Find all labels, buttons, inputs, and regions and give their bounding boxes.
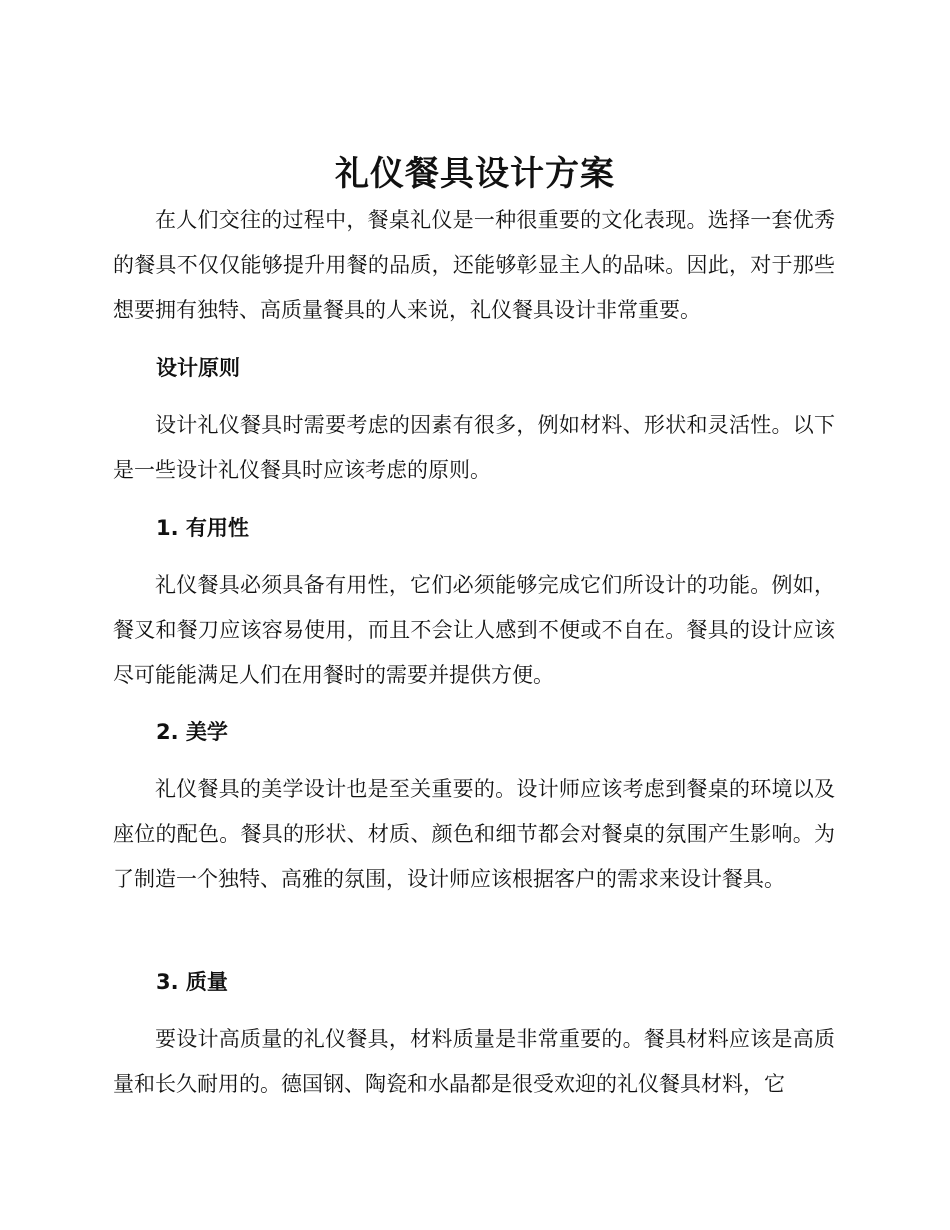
document-title: 礼仪餐具设计方案 <box>335 154 615 194</box>
principle-paragraph-usefulness: 礼仪餐具必须具备有用性，它们必须能够完成它们所设计的功能。例如，餐叉和餐刀应该容易使用，而且不会让人感到不便或不自在。餐具的设计应该尽可能能满足人们在用餐时的需要并提供方便。 <box>113 573 835 687</box>
principle-paragraph-aesthetics: 礼仪餐具的美学设计也是至关重要的。设计师应该考虑到餐桌的环境以及座位的配色。餐具的形状、材质、颜色和细节都会对餐桌的氛围产生影响。为了制造一个独特、高雅的氛围，设计师应该根据客户的需求来设计餐具。 <box>113 777 835 891</box>
section-paragraph: 设计礼仪餐具时需要考虑的因素有很多，例如材料、形状和灵活性。以下是一些设计礼仪餐具时应该考虑的原则。 <box>113 413 835 482</box>
principle-heading-usefulness: 1. 有用性 <box>156 516 249 540</box>
principle-heading-aesthetics: 2. 美学 <box>156 720 228 744</box>
intro-paragraph: 在人们交往的过程中，餐桌礼仪是一种很重要的文化表现。选择一套优秀的餐具不仅仅能够提升用餐的品质，还能够彰显主人的品味。因此，对于那些想要拥有独特、高质量餐具的人来说，礼仪餐具设计非常重要。 <box>113 208 835 322</box>
section-heading: 设计原则 <box>156 356 240 380</box>
principle-paragraph-quality: 要设计高质量的礼仪餐具，材料质量是非常重要的。餐具材料应该是高质量和长久耐用的。德国钢、陶瓷和水晶都是很受欢迎的礼仪餐具材料，它 <box>113 1027 835 1096</box>
principle-heading-quality: 3. 质量 <box>156 970 228 994</box>
